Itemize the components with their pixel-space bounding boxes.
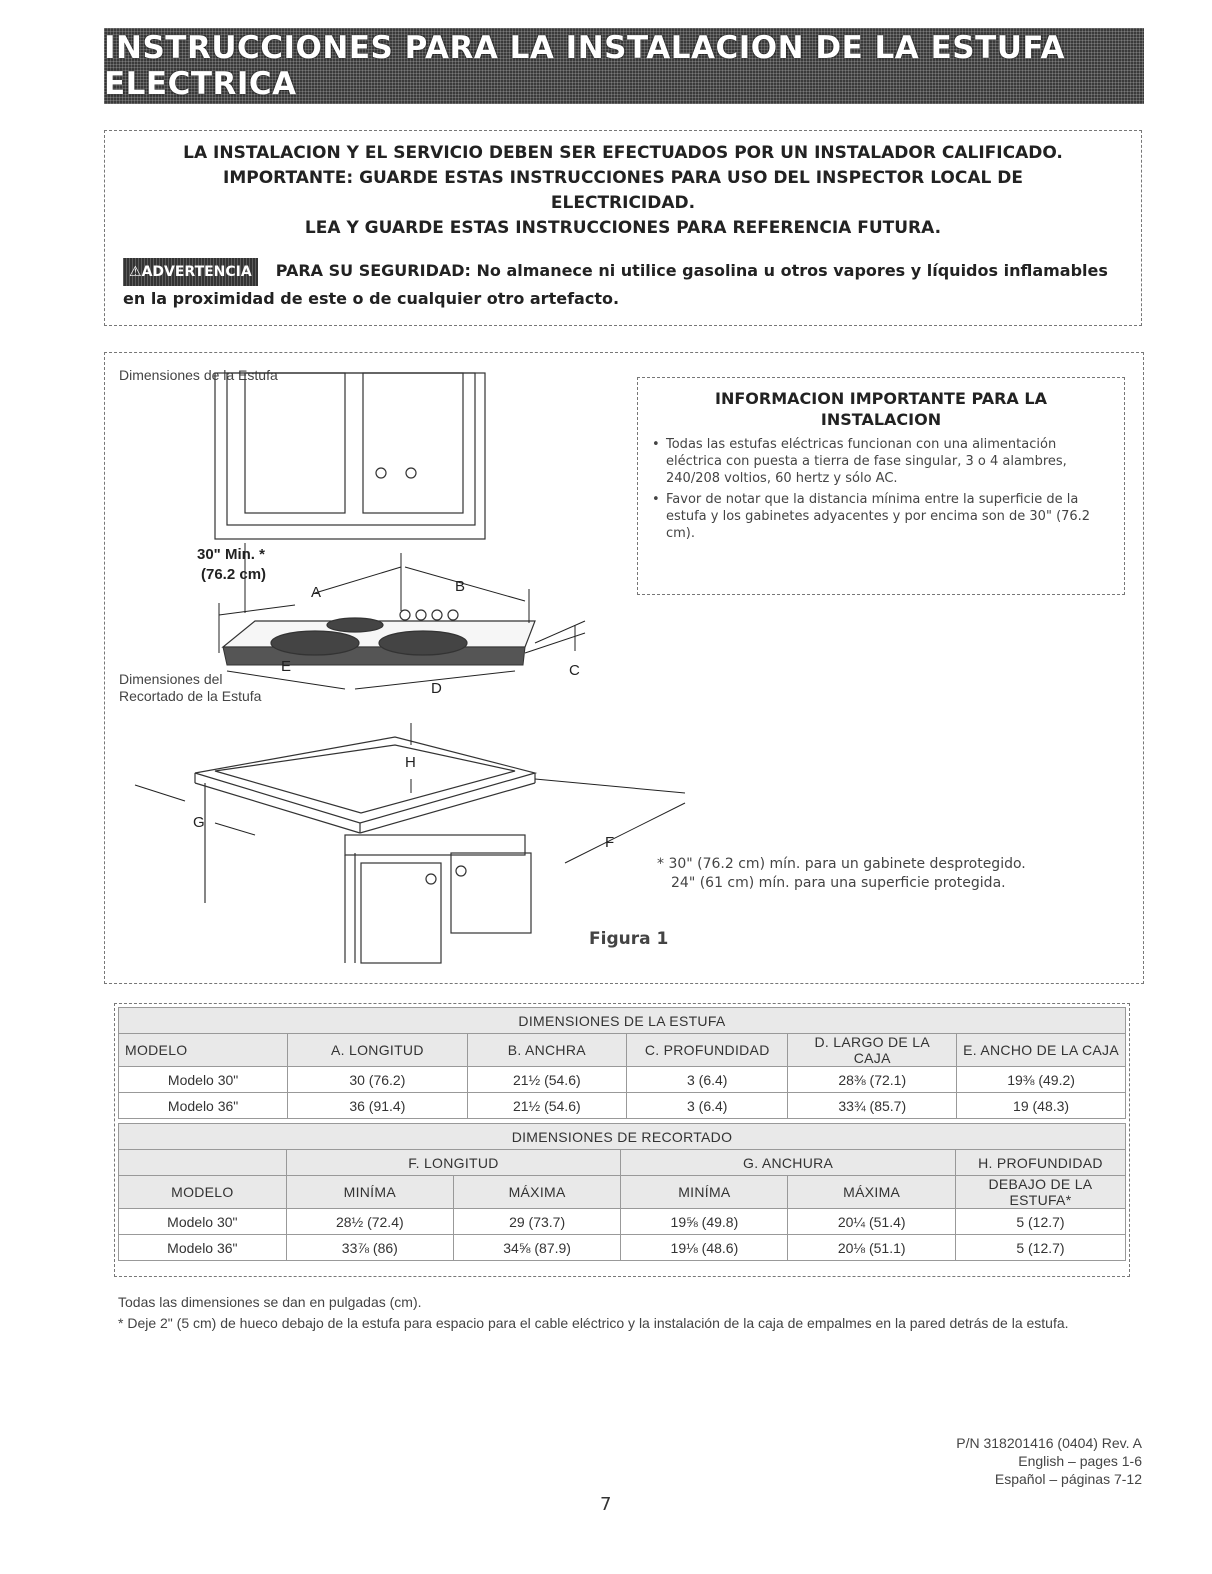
table-title-cutout: DIMENSIONES DE RECORTADO xyxy=(119,1124,1126,1150)
page-title: INSTRUCCIONES PARA LA INSTALACION DE LA ESTUFA ELECTRICA xyxy=(104,30,1066,102)
group-f: F. LONGITUD xyxy=(286,1150,621,1176)
col-header: D. LARGO DE LA CAJA xyxy=(788,1034,957,1067)
col-header: MODELO xyxy=(119,1034,288,1067)
dim-letter-g: G xyxy=(193,814,205,831)
important-info-box xyxy=(637,377,1125,595)
stove-dimensions-label: Dimensiones de la Estufa xyxy=(119,367,278,383)
info-bullet: • Todas las estufas eléctricas funcionan con una alimentación eléctrica con puesta a tierra de fase singular, 3 o 4 alambres, 240/208 voltios, 60 hertz y sólo AC. xyxy=(666,436,1112,487)
group-blank xyxy=(119,1150,287,1176)
clearance-note-1: * 30" (76.2 cm) mín. para un gabinete desprotegido. xyxy=(657,856,1026,872)
page-number: 7 xyxy=(600,1494,612,1515)
col-header: E. ANCHO DE LA CAJA xyxy=(957,1034,1126,1067)
table-cell: 20¼ (51.4) xyxy=(788,1209,955,1235)
dim-letter-e: E xyxy=(281,658,292,675)
installation-diagram xyxy=(105,353,725,985)
dim-letter-b: B xyxy=(455,578,466,595)
table-cell: 19⅜ (49.2) xyxy=(957,1067,1126,1093)
col-header: A. LONGITUD xyxy=(288,1034,467,1067)
warning-badge-text: ADVERTENCIA xyxy=(141,264,252,280)
dim-letter-h: H xyxy=(405,754,416,771)
info-bullet: • Favor de notar que la distancia mínima entre la superficie de la estufa y los gabinetes adyacentes y por encima son de 30" (76.2 cm). xyxy=(666,491,1112,542)
notice-line-1: LA INSTALACION Y EL SERVICIO DEBEN SER EFECTUADOS POR UN INSTALADOR CALIFICADO. xyxy=(183,143,1063,163)
table-cell: 5 (12.7) xyxy=(955,1209,1125,1235)
notice-line-2: IMPORTANTE: GUARDE ESTAS INSTRUCCIONES PARA USO DEL INSPECTOR LOCAL DE xyxy=(223,168,1023,188)
part-number: P/N 318201416 (0404) Rev. A xyxy=(956,1435,1142,1451)
table-row xyxy=(119,1067,1126,1093)
cutout-label-2: Recortado de la Estufa xyxy=(119,688,262,704)
dim-letter-f: F xyxy=(605,834,615,851)
footnotes xyxy=(118,1292,1118,1334)
dimension-letters xyxy=(193,546,614,851)
clearance-note xyxy=(657,855,1026,893)
col-header: MINÍMA xyxy=(621,1176,788,1209)
title-banner xyxy=(104,28,1144,104)
table-cell: 33¾ (85.7) xyxy=(788,1093,957,1119)
dimension-lines xyxy=(135,543,685,863)
notice-line-3: ELECTRICIDAD. xyxy=(550,193,696,213)
table-cell: 19⅝ (49.8) xyxy=(621,1209,788,1235)
dim-letter-d: D xyxy=(431,680,442,697)
lower-cabinet xyxy=(195,737,535,963)
warning-line xyxy=(123,258,1123,312)
table-title-stove: DIMENSIONES DE LA ESTUFA xyxy=(119,1008,1126,1034)
min-clearance-cm: (76.2 cm) xyxy=(201,566,267,583)
col-header: MODELO xyxy=(119,1176,287,1209)
table-row xyxy=(119,1093,1126,1119)
table-cell: 21½ (54.6) xyxy=(467,1093,627,1119)
figure-caption: Figura 1 xyxy=(589,929,669,949)
warning-badge xyxy=(123,258,258,286)
col-header: C. PROFUNDIDAD xyxy=(627,1034,788,1067)
spanish-pages: Español – páginas 7-12 xyxy=(994,1471,1142,1487)
cutout-label-1: Dimensiones del xyxy=(119,671,223,687)
info-title-2: INSTALACION xyxy=(820,410,942,429)
col-header: DEBAJO DE LA ESTUFA* xyxy=(955,1176,1125,1209)
cutout-dimensions-table xyxy=(118,1123,1126,1261)
table-cell: 30 (76.2) xyxy=(288,1067,467,1093)
table-cell: 28½ (72.4) xyxy=(286,1209,453,1235)
table-cell: 20⅛ (51.1) xyxy=(788,1235,955,1261)
table-row xyxy=(119,1209,1126,1235)
table-cell: Modelo 36" xyxy=(119,1235,287,1261)
english-pages: English – pages 1-6 xyxy=(1018,1453,1142,1469)
table-cell: 28⅜ (72.1) xyxy=(788,1067,957,1093)
table-cell: 34⅝ (87.9) xyxy=(453,1235,620,1261)
col-header: B. ANCHRA xyxy=(467,1034,627,1067)
stove-dimensions-table xyxy=(118,1007,1126,1119)
dim-letter-c: C xyxy=(569,662,580,679)
cooktop xyxy=(223,610,535,665)
table-cell: 3 (6.4) xyxy=(627,1093,788,1119)
table-cell: 21½ (54.6) xyxy=(467,1067,627,1093)
table-cell: 33⅞ (86) xyxy=(286,1235,453,1261)
table-header-row xyxy=(119,1034,1126,1067)
table-group-row xyxy=(119,1150,1126,1176)
table-cell: 19⅛ (48.6) xyxy=(621,1235,788,1261)
table-subheader-row xyxy=(119,1176,1126,1209)
notice-box xyxy=(104,130,1142,326)
warning-text: PARA SU SEGURIDAD: No almanece ni utilice gasolina u otros vapores y líquidos inflamables en la proximidad de este o de cualquier otro artefacto. xyxy=(123,261,1108,308)
table-cell: 3 (6.4) xyxy=(627,1067,788,1093)
col-header: MÁXIMA xyxy=(788,1176,955,1209)
info-list xyxy=(650,436,1112,542)
table-cell: 36 (91.4) xyxy=(288,1093,467,1119)
part-number-block xyxy=(956,1434,1142,1488)
table-cell: Modelo 30" xyxy=(119,1209,287,1235)
table-cell: 5 (12.7) xyxy=(955,1235,1125,1261)
col-header: MINÍMA xyxy=(286,1176,453,1209)
group-g: G. ANCHURA xyxy=(621,1150,956,1176)
figure-box xyxy=(104,352,1144,984)
warning-icon: ⚠ xyxy=(129,264,142,280)
table-cell: Modelo 36" xyxy=(119,1093,288,1119)
table-cell: 19 (48.3) xyxy=(957,1093,1126,1119)
clearance-note-2: 24" (61 cm) mín. para una superficie protegida. xyxy=(671,875,1006,891)
footnote-2: * Deje 2" (5 cm) de hueco debajo de la estufa para espacio para el cable eléctrico y la instalación de la caja de empalmes en la pared detrás de la estufa. xyxy=(118,1315,1069,1331)
group-h: H. PROFUNDIDAD xyxy=(955,1150,1125,1176)
min-clearance-label: 30" Min. * xyxy=(197,546,265,563)
upper-cabinet xyxy=(215,373,485,539)
table-cell: 29 (73.7) xyxy=(453,1209,620,1235)
dim-letter-a: A xyxy=(311,584,322,601)
table-row xyxy=(119,1235,1126,1261)
footnote-1: Todas las dimensiones se dan en pulgadas (cm). xyxy=(118,1294,422,1310)
notice-line-4: LEA Y GUARDE ESTAS INSTRUCCIONES PARA REFERENCIA FUTURA. xyxy=(304,218,942,238)
info-title-1: INFORMACION IMPORTANTE PARA LA xyxy=(715,389,1047,408)
col-header: MÁXIMA xyxy=(453,1176,620,1209)
table-cell: Modelo 30" xyxy=(119,1067,288,1093)
